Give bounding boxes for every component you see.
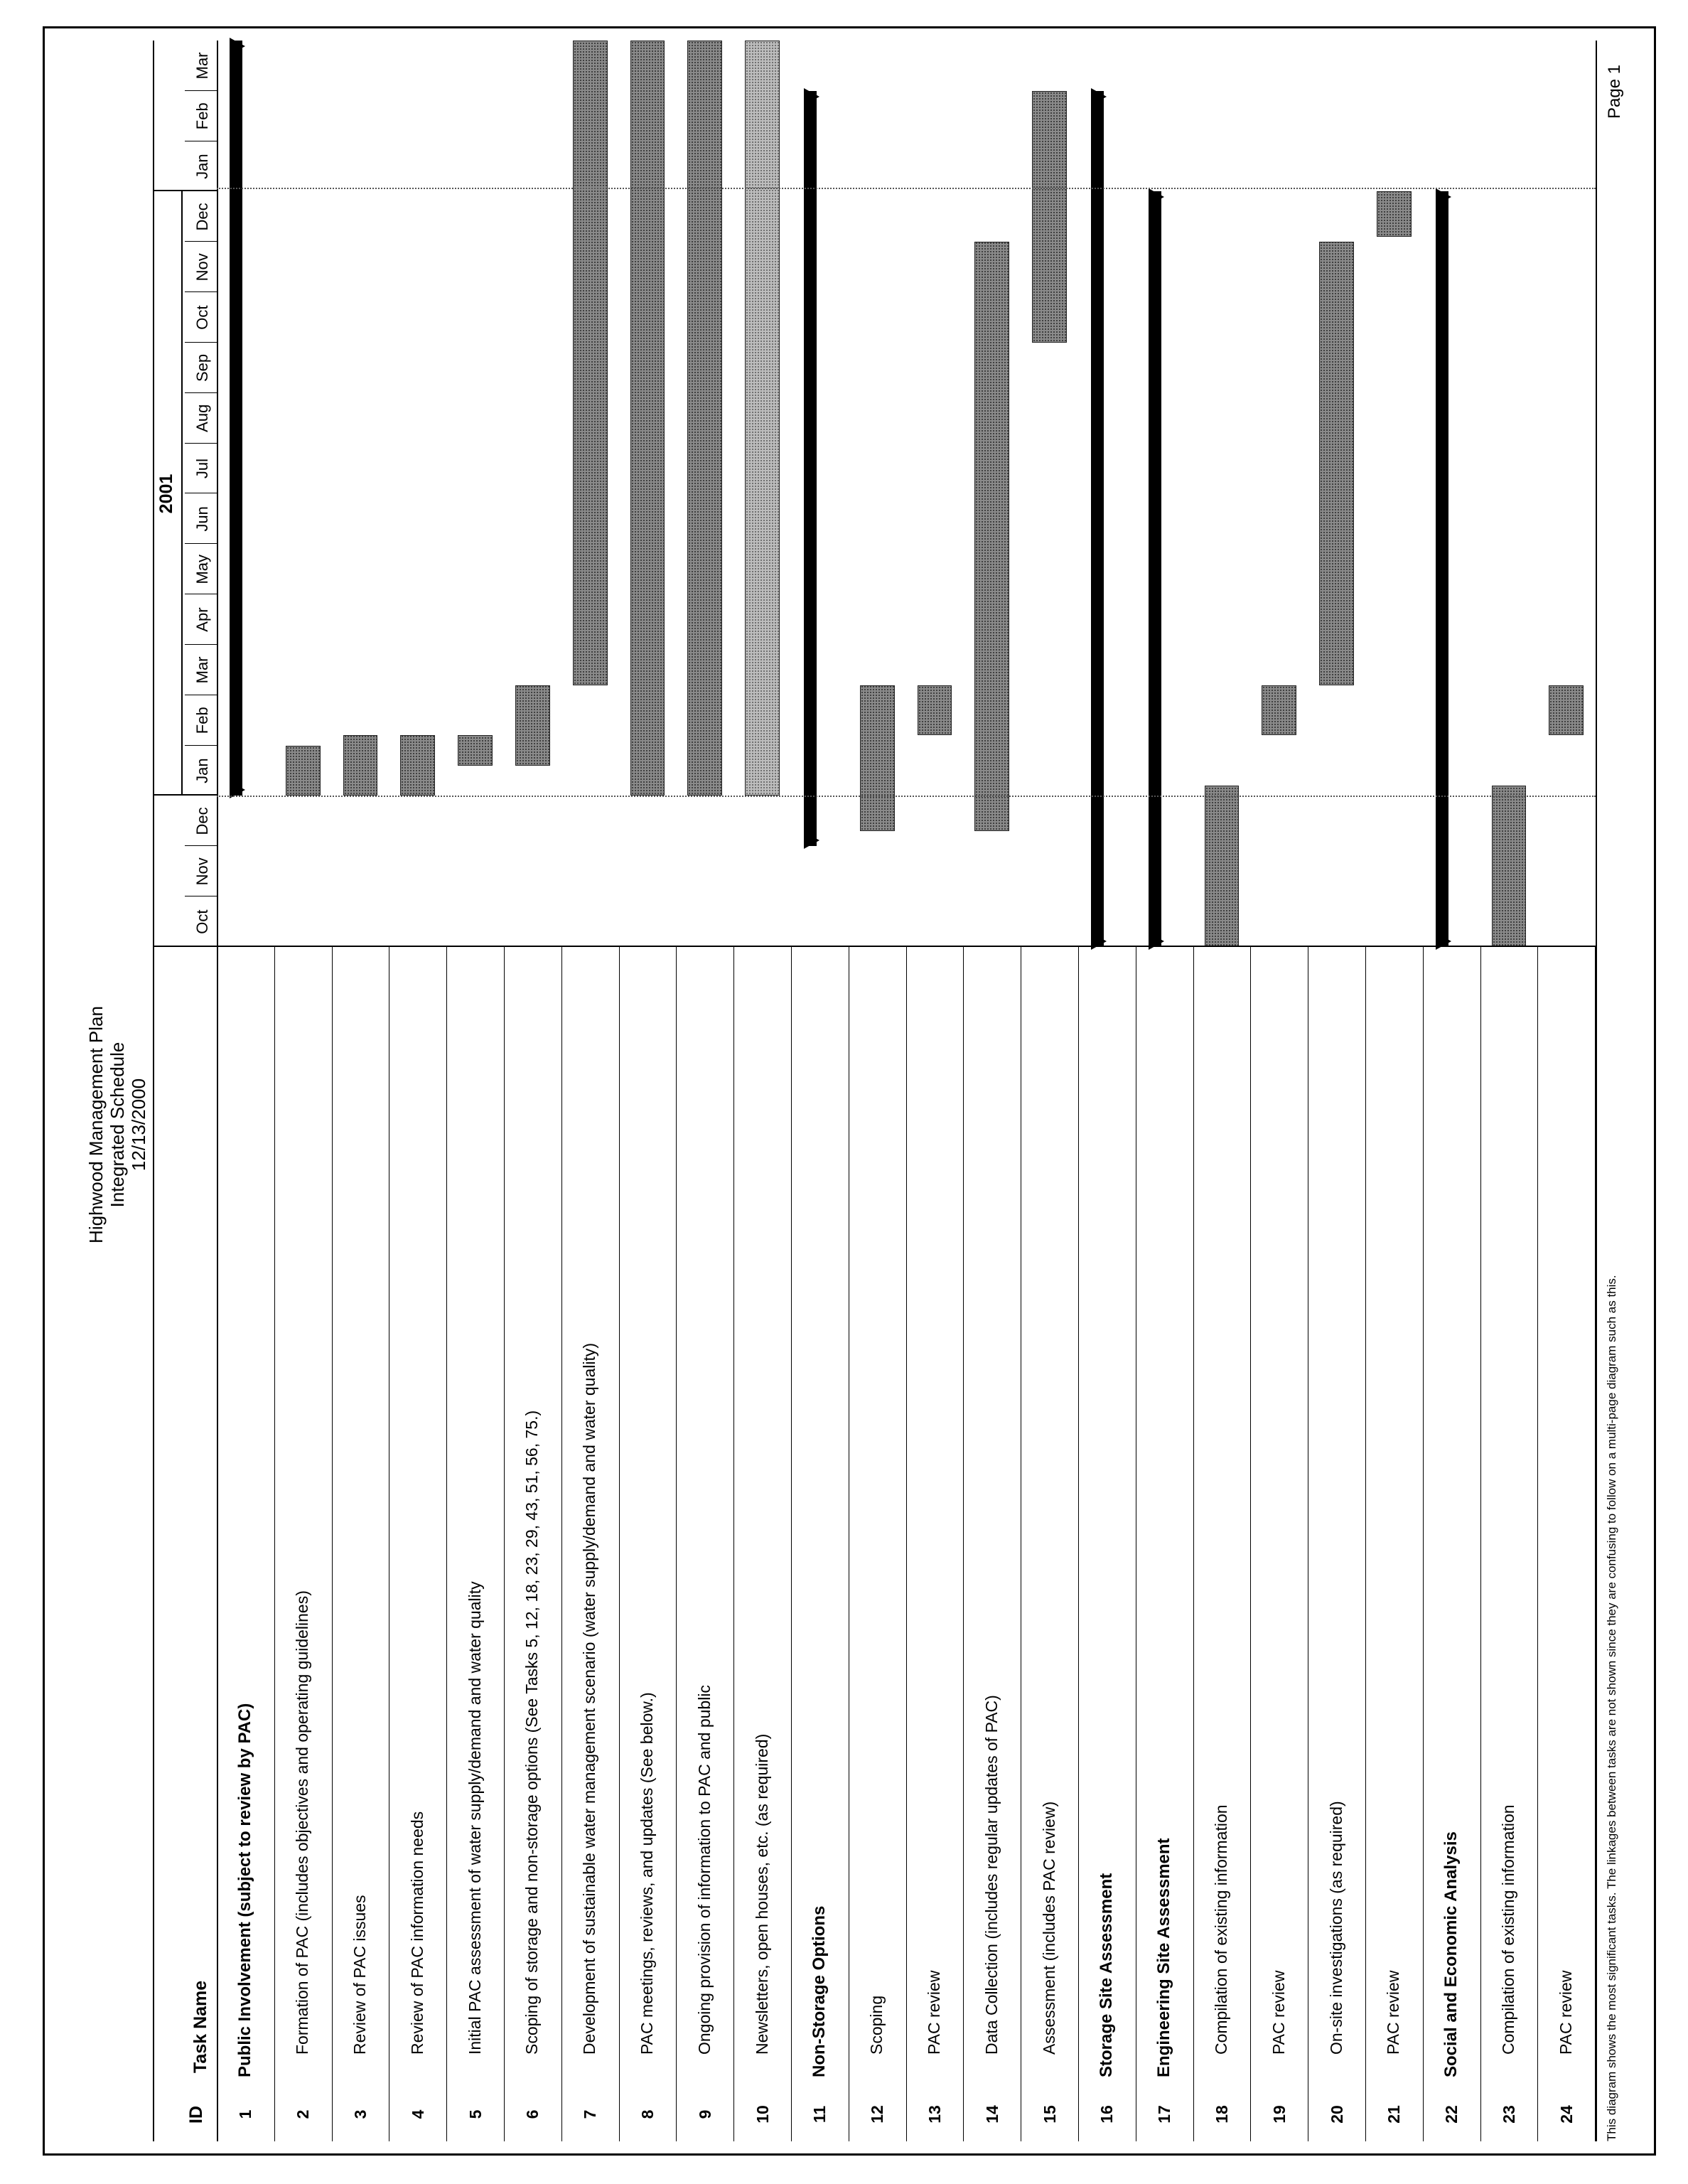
month-label-oct: Oct [193,909,211,934]
task-id: 22 [1442,2105,1461,2124]
month-label-may: May [193,554,211,584]
task-id: 19 [1269,2105,1289,2124]
month-label-feb: Feb [193,707,211,734]
summary-bar-end-cap [1091,88,1107,105]
month-label-oct: Oct [193,305,211,330]
month-divider [185,443,217,444]
task-id: 20 [1327,2105,1346,2124]
month-label-nov: Nov [193,857,211,886]
task-id: 9 [695,2109,714,2119]
month-divider [185,543,217,544]
month-label-aug: Aug [193,404,211,432]
task-name: Development of sustainable water management scenario (water supply/demand and water quality) [580,1342,599,2055]
table-row-rule [733,947,734,2141]
task-bar [400,736,435,796]
table-row-rule [1250,947,1251,2141]
task-bar [687,41,722,796]
task-name: Scoping of storage and non-storage options (See Tasks 5, 12, 18, 23, 29, 43, 51, 56, 75.) [522,1410,542,2055]
footer-note: This diagram shows the most significant tasks. The linkages between tasks are not shown since they are confusing to follow on a multi-page diagram such as this. [1605,1275,1618,2141]
summary-bar-end-cap [230,38,245,55]
task-id: 1 [236,2109,255,2119]
month-label-jul: Jul [193,459,211,479]
table-row-rule [619,947,620,2141]
task-bar [1549,685,1584,736]
task-bar [1262,685,1296,736]
task-name: Formation of PAC (includes objectives and operating guidelines) [293,1590,312,2055]
summary-bar-start-cap [1436,933,1451,950]
task-bar [630,41,665,796]
task-id: 17 [1155,2105,1174,2124]
task-bar [1377,192,1412,237]
id-column-header: ID [186,2106,206,2124]
task-bar [745,41,780,796]
month-label-jan: Jan [193,758,211,783]
task-name: Newsletters, open houses, etc. (as required) [752,1733,771,2055]
task-id: 24 [1557,2105,1576,2124]
task-id: 4 [408,2109,427,2119]
task-id: 6 [523,2109,542,2119]
table-row-rule [963,947,964,2141]
task-id: 7 [581,2109,600,2119]
summary-bar [804,91,817,847]
summary-bar-start-cap [1091,933,1107,950]
month-label-jan: Jan [193,154,211,179]
outer-frame [43,26,1656,2156]
table-row-rule [906,947,907,2141]
task-name: PAC review [1384,1970,1403,2055]
year-divider-rule [181,192,183,796]
task-bar [573,41,608,685]
task-id: 23 [1500,2105,1518,2124]
task-name: PAC review [925,1970,943,2055]
summary-bar-end-cap [1149,189,1164,206]
header-bottom-rule [217,41,218,2141]
task-bar [974,242,1009,831]
task-name: PAC review [1556,1970,1575,2055]
table-bottom-rule [1596,41,1597,2141]
task-name: Scoping [867,1995,886,2055]
task-name-column-header: Task Name [190,1980,210,2073]
table-row-rule [332,947,333,2141]
month-divider [185,845,217,846]
task-id: 21 [1385,2105,1404,2124]
table-row-rule [1595,947,1596,2141]
task-id: 16 [1097,2105,1117,2124]
task-id: 8 [638,2109,657,2119]
plan-title: Highwood Management Plan [85,1006,107,1243]
task-bar [458,736,493,766]
month-label-nov: Nov [193,253,211,282]
summary-bar-start-cap [1149,933,1164,950]
summary-task-name: Engineering Site Assessment [1154,1838,1174,2077]
task-bar [1492,786,1527,947]
summary-bar [1091,91,1104,947]
month-divider [185,644,217,645]
table-row-rule [791,947,792,2141]
table-row-rule [1193,947,1194,2141]
table-row-rule [561,947,562,2141]
task-bar [1032,91,1067,343]
month-divider [185,241,217,242]
year-boundary-rule [153,795,217,796]
task-name: Ongoing provision of information to PAC and public [694,1685,714,2055]
task-name: Data Collection (includes regular updates of PAC) [982,1695,1001,2055]
task-name: PAC review [1269,1970,1288,2055]
table-row-rule [1537,947,1538,2141]
year-label: 2001 [156,473,176,514]
task-id: 14 [982,2105,1001,2124]
table-row-rule [1423,947,1424,2141]
summary-task-name: Public Involvement (subject to review by PAC) [235,1703,255,2077]
task-id: 15 [1040,2105,1059,2124]
task-name: Compilation of existing information [1212,1804,1230,2055]
task-id: 12 [868,2105,887,2124]
month-label-jun: Jun [193,506,211,532]
summary-bar-end-cap [804,88,819,105]
task-name: Initial PAC assessment of water supply/demand and water quality [465,1581,484,2055]
month-label-dec: Dec [193,807,211,835]
dotted-line-dec-2001 [217,188,1596,190]
task-name: PAC meetings, reviews, and updates (See below.) [638,1692,656,2055]
task-name: Compilation of existing information [1499,1804,1517,2055]
task-id: 5 [466,2109,485,2119]
month-label-apr: Apr [193,607,211,632]
task-bar [1319,242,1354,685]
month-label-mar: Mar [193,52,211,80]
month-divider [185,291,217,292]
task-bar [860,685,895,831]
task-bar [343,736,378,796]
summary-task-name: Non-Storage Options [810,1905,829,2077]
table-row-rule [446,947,447,2141]
summary-bar [230,41,242,796]
summary-bar [1149,192,1161,948]
summary-bar [1436,192,1448,948]
month-divider [185,493,217,494]
task-name: Review of PAC information needs [407,1811,426,2055]
table-row-rule [1078,947,1079,2141]
task-bar [918,685,952,736]
table-row-rule [504,947,505,2141]
task-bar [286,746,321,796]
summary-task-name: Storage Site Assessment [1097,1873,1117,2077]
task-id: 11 [810,2105,829,2124]
title-block [85,833,149,1416]
task-id: 10 [753,2105,772,2124]
month-label-dec: Dec [193,203,211,231]
page-number: Page 1 [1605,64,1624,119]
task-name: On-site investigations (as required) [1326,1801,1345,2055]
table-row-rule [1480,947,1481,2141]
table-row-rule [274,947,275,2141]
task-bar [1205,786,1240,947]
timeline-left-rule [153,946,1596,947]
task-bar [515,685,550,766]
month-divider [185,90,217,91]
year-boundary-rule [153,191,217,192]
month-divider [185,392,217,393]
summary-bar-end-cap [1436,189,1451,206]
month-label-mar: Mar [193,656,211,684]
dotted-line-dec [217,796,1596,798]
header-top-rule [153,41,154,2141]
table-row-rule [1365,947,1366,2141]
summary-task-name: Social and Economic Analysis [1441,1831,1461,2077]
month-label-sep: Sep [193,353,211,382]
schedule-subtitle: Integrated Schedule [107,1042,128,1208]
month-label-feb: Feb [193,102,211,130]
month-divider [185,745,217,746]
task-id: 3 [351,2109,370,2119]
summary-bar-start-cap [804,832,819,849]
table-row-rule [676,947,677,2141]
schedule-date: 12/13/2000 [128,1078,149,1172]
task-id: 2 [294,2109,313,2119]
month-divider [185,342,217,343]
task-id: 18 [1213,2105,1231,2124]
task-id: 13 [925,2105,944,2124]
task-name: Assessment (includes PAC review) [1039,1801,1058,2055]
task-name: Review of PAC issues [350,1895,369,2055]
